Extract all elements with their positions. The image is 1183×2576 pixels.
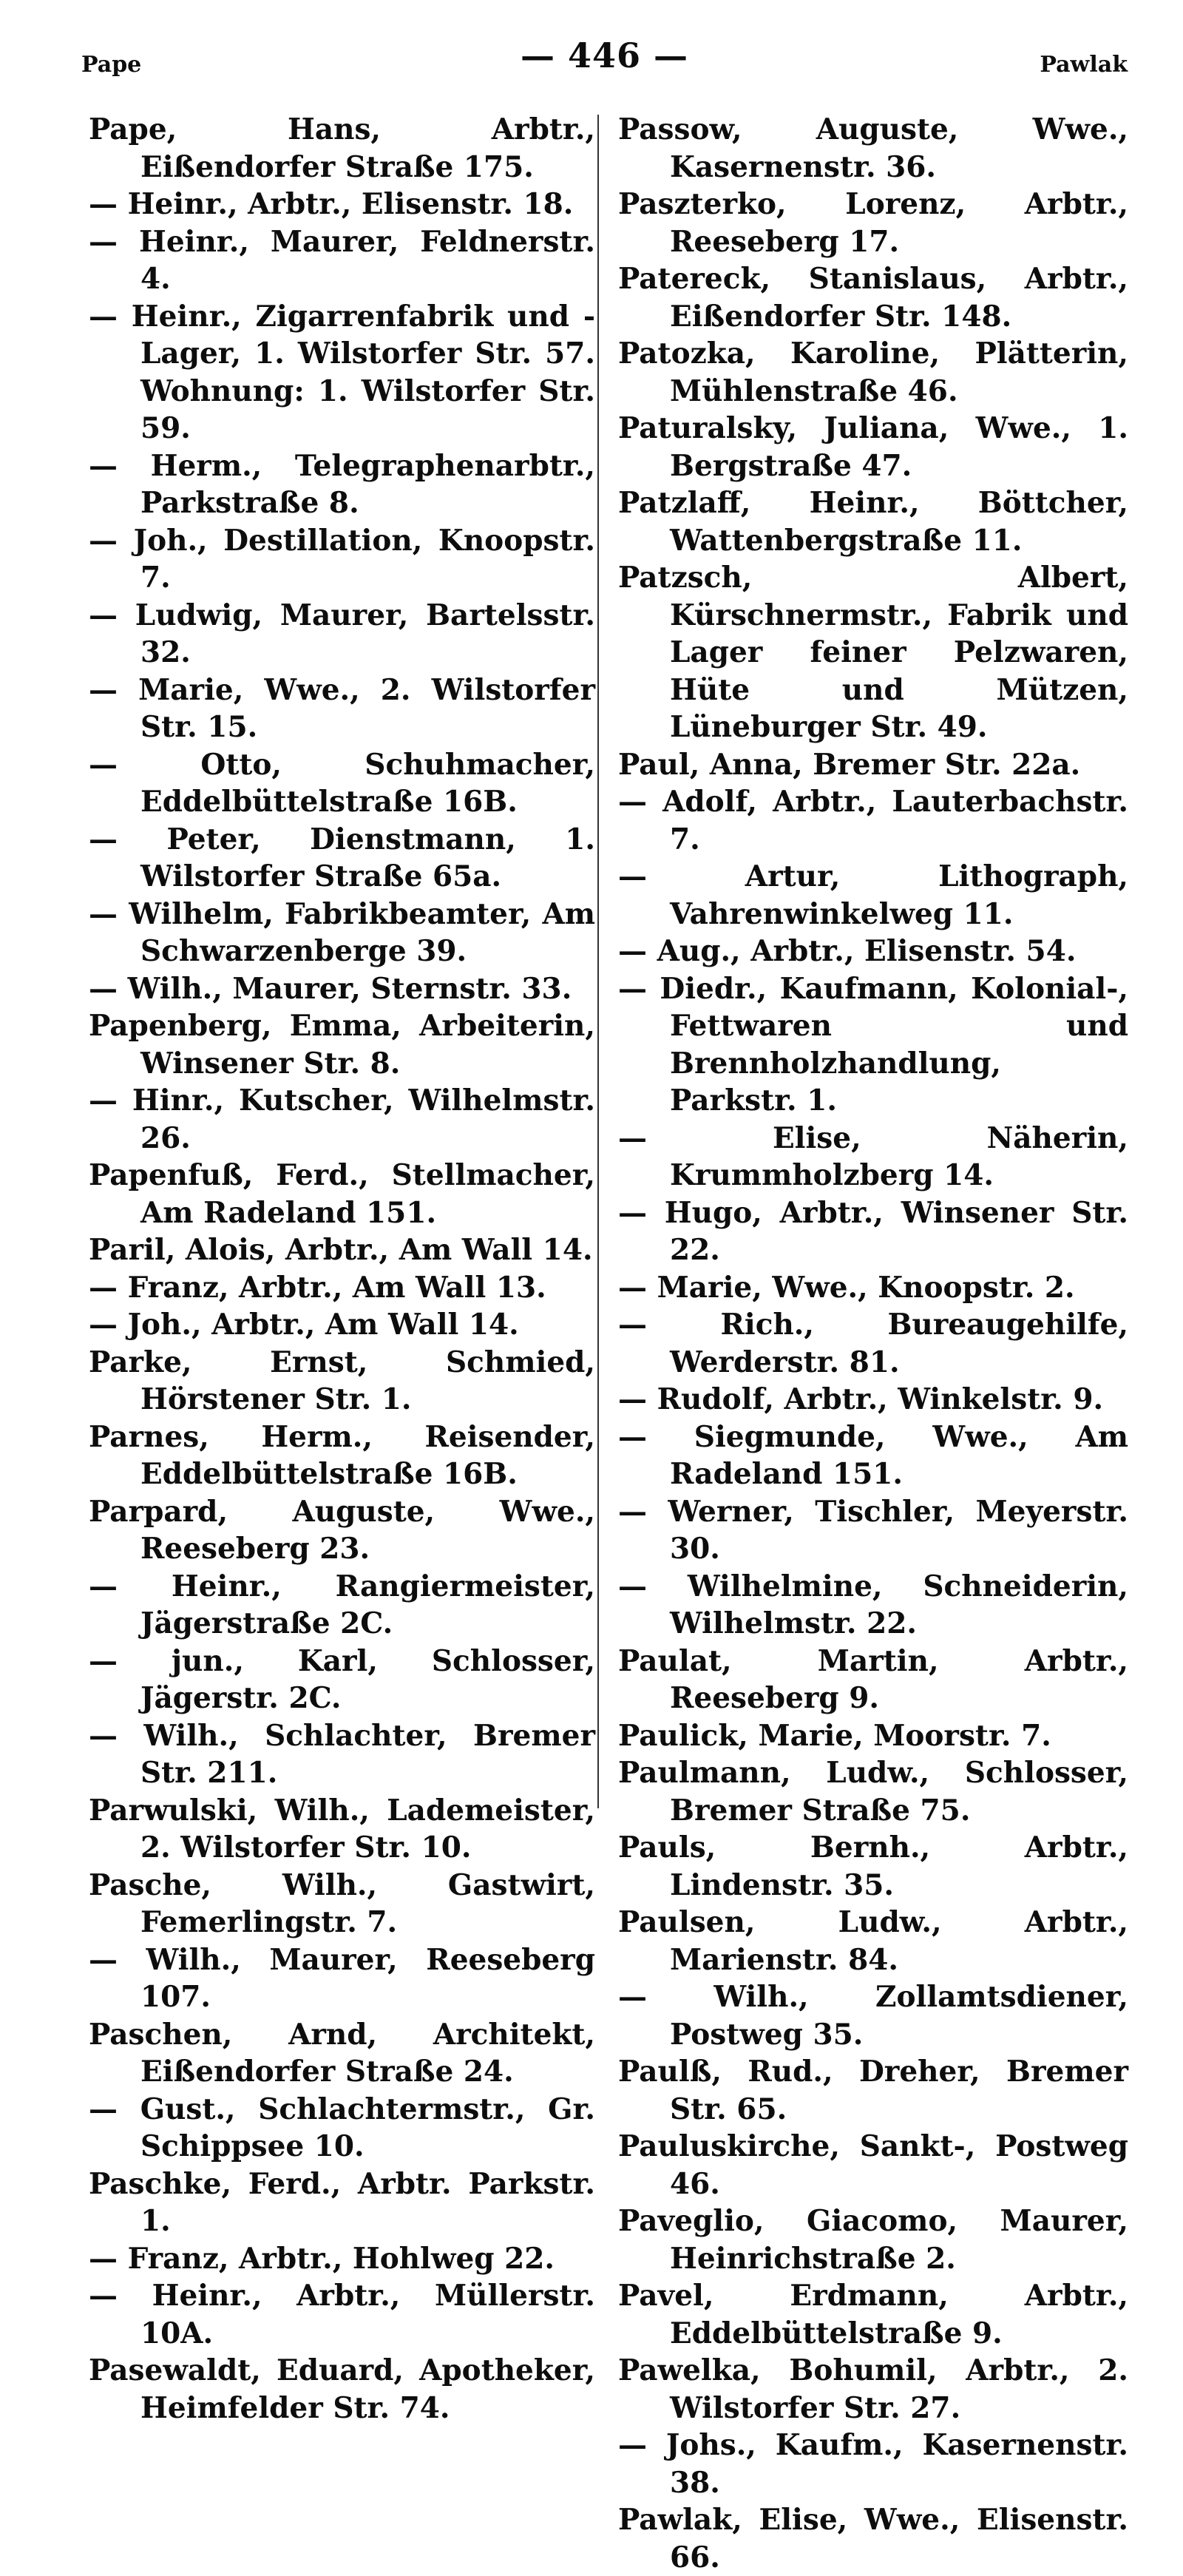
directory-entry: Papenfuß, Ferd., Stellmacher, Am Radeland 151. xyxy=(89,1158,595,1230)
directory-entry: Pasewaldt, Eduard, Apotheker, Heimfelder Str. 74. xyxy=(89,2353,595,2425)
directory-entry: Paszterko, Lorenz, Arbtr., Reeseberg 17. xyxy=(618,187,1128,259)
directory-entry: Parnes, Herm., Reisender, Eddelbüttelstraße 16B. xyxy=(89,1419,595,1491)
directory-entry: Pasche, Wilh., Gastwirt, Femerlingstr. 7. xyxy=(89,1867,595,1939)
directory-entry: Paschke, Ferd., Arbtr. Parkstr. 1. xyxy=(89,2166,595,2238)
directory-entry: Pauluskirche, Sankt-, Postweg 46. xyxy=(618,2129,1128,2201)
directory-entry: — Heinr., Arbtr., Elisenstr. 18. xyxy=(89,187,574,221)
header-left-keyword: Pape xyxy=(81,52,142,78)
directory-entry: Paulmann, Ludw., Schlosser, Bremer Straße 75. xyxy=(618,1756,1128,1828)
directory-entry: — Wilhelm, Fabrikbeamter, Am Schwarzenberge 39. xyxy=(89,896,595,968)
page-number: — 446 — xyxy=(520,36,689,75)
directory-entry: Patereck, Stanislaus, Arbtr., Eißendorfer Str. 148. xyxy=(618,262,1128,334)
directory-entry: Parke, Ernst, Schmied, Hörstener Str. 1. xyxy=(89,1345,595,1416)
directory-entry: — Hinr., Kutscher, Wilhelmstr. 26. xyxy=(89,1084,595,1155)
directory-entry: Parwulski, Wilh., Lademeister, 2. Wilstorfer Str. 10. xyxy=(89,1793,595,1865)
directory-entry: — Franz, Arbtr., Hohlweg 22. xyxy=(89,2241,555,2276)
directory-entry: — Wilh., Zollamtsdiener, Postweg 35. xyxy=(618,1980,1128,2052)
directory-entry: — Marie, Wwe., Knoopstr. 2. xyxy=(618,1270,1075,1305)
directory-entry: — Werner, Tischler, Meyerstr. 30. xyxy=(618,1494,1128,1566)
directory-entry: Paulsen, Ludw., Arbtr., Marienstr. 84. xyxy=(618,1905,1128,1977)
directory-entry: — Marie, Wwe., 2. Wilstorfer Str. 15. xyxy=(89,672,595,744)
directory-entry: Paulß, Rud., Dreher, Bremer Str. 65. xyxy=(618,2055,1128,2126)
directory-entry: — Aug., Arbtr., Elisenstr. 54. xyxy=(618,934,1077,968)
directory-entry: — Rudolf, Arbtr., Winkelstr. 9. xyxy=(618,1382,1104,1416)
directory-entry: — Wilh., Schlachter, Bremer Str. 211. xyxy=(89,1718,595,1790)
directory-entry: — Diedr., Kaufmann, Kolonial-, Fettwaren und Brennholzhandlung, Parkstr. 1. xyxy=(618,971,1128,1118)
directory-entry: Patzlaff, Heinr., Böttcher, Wattenbergstraße 11. xyxy=(618,486,1128,558)
directory-entry: Parpard, Auguste, Wwe., Reeseberg 23. xyxy=(89,1494,595,1566)
directory-entry: Patozka, Karoline, Plätterin, Mühlenstraße 46. xyxy=(618,337,1128,408)
directory-entry: — Rich., Bureaugehilfe, Werderstr. 81. xyxy=(618,1308,1128,1379)
directory-entry: Pavel, Erdmann, Arbtr., Eddelbüttelstraße 9. xyxy=(618,2279,1128,2350)
column-divider xyxy=(597,115,599,1808)
directory-entry: — Artur, Lithograph, Vahrenwinkelweg 11. xyxy=(618,859,1128,931)
directory-entry: Pawlak, Elise, Wwe., Elisenstr. 66. xyxy=(618,2503,1128,2575)
directory-entry: — Hugo, Arbtr., Winsener Str. 22. xyxy=(618,1195,1128,1267)
page-header xyxy=(81,36,1128,87)
directory-entry: — Ludwig, Maurer, Bartelsstr. 32. xyxy=(89,598,595,669)
directory-entry: — Wilhelmine, Schneiderin, Wilhelmstr. 22. xyxy=(618,1569,1128,1640)
directory-entry: — Adolf, Arbtr., Lauterbachstr. 7. xyxy=(618,785,1128,856)
directory-entry: Paulat, Martin, Arbtr., Reeseberg 9. xyxy=(618,1643,1128,1715)
directory-entry: — Joh., Arbtr., Am Wall 14. xyxy=(89,1308,519,1342)
directory-entry: Paulick, Marie, Moorstr. 7. xyxy=(618,1718,1051,1753)
directory-entry: — Otto, Schuhmacher, Eddelbüttelstraße 16B. xyxy=(89,747,595,819)
directory-entry: Pawelka, Bohumil, Arbtr., 2. Wilstorfer Str. 27. xyxy=(618,2353,1128,2425)
directory-entry: — Siegmunde, Wwe., Am Radeland 151. xyxy=(618,1419,1128,1491)
directory-entry: — Heinr., Rangiermeister, Jägerstraße 2C. xyxy=(89,1569,595,1640)
header-right-keyword: Pawlak xyxy=(1040,52,1128,78)
directory-entry: — Wilh., Maurer, Sternstr. 33. xyxy=(89,971,572,1006)
left-column xyxy=(89,111,595,2425)
directory-entry: — Heinr., Zigarrenfabrik und -Lager, 1. Wilstorfer Str. 57. Wohnung: 1. Wilstorfer Str. 59. xyxy=(89,299,595,445)
directory-entry: — Joh., Destillation, Knoopstr. 7. xyxy=(89,523,595,595)
directory-entry: — Elise, Näherin, Krummholzberg 14. xyxy=(618,1120,1128,1192)
directory-entry: Paril, Alois, Arbtr., Am Wall 14. xyxy=(89,1233,593,1267)
directory-entry: Paturalsky, Juliana, Wwe., 1. Bergstraße 47. xyxy=(618,411,1128,483)
right-column xyxy=(618,111,1128,2575)
directory-entry: Pauls, Bernh., Arbtr., Lindenstr. 35. xyxy=(618,1830,1128,1902)
directory-entry: — Heinr., Arbtr., Müllerstr. 10A. xyxy=(89,2279,595,2350)
directory-entry: — Heinr., Maurer, Feldnerstr. 4. xyxy=(89,224,595,296)
directory-entry: Paschen, Arnd, Architekt, Eißendorfer Straße 24. xyxy=(89,2017,595,2089)
directory-entry: — Franz, Arbtr., Am Wall 13. xyxy=(89,1270,546,1305)
directory-entry: Paul, Anna, Bremer Str. 22a. xyxy=(618,747,1081,782)
directory-entry: — Wilh., Maurer, Reeseberg 107. xyxy=(89,1942,595,2014)
directory-entry: — Gust., Schlachtermstr., Gr. Schippsee 10. xyxy=(89,2092,595,2163)
directory-entry: Papenberg, Emma, Arbeiterin, Winsener Str. 8. xyxy=(89,1009,595,1081)
directory-entry: — jun., Karl, Schlosser, Jägerstr. 2C. xyxy=(89,1643,595,1715)
directory-entry: — Johs., Kaufm., Kasernenstr. 38. xyxy=(618,2428,1128,2500)
directory-entry: Pape, Hans, Arbtr., Eißendorfer Straße 175. xyxy=(89,112,595,184)
directory-entry: Passow, Auguste, Wwe., Kasernenstr. 36. xyxy=(618,112,1128,184)
directory-entry: Paveglio, Giacomo, Maurer, Heinrichstraße 2. xyxy=(618,2204,1128,2276)
directory-entry: — Peter, Dienstmann, 1. Wilstorfer Straße 65a. xyxy=(89,822,595,893)
directory-entry: — Herm., Telegraphenarbtr., Parkstraße 8. xyxy=(89,448,595,520)
directory-entry: Patzsch, Albert, Kürschnermstr., Fabrik und Lager feiner Pelzwaren, Hüte und Mützen, Lüneburger Str. 49. xyxy=(618,561,1128,744)
